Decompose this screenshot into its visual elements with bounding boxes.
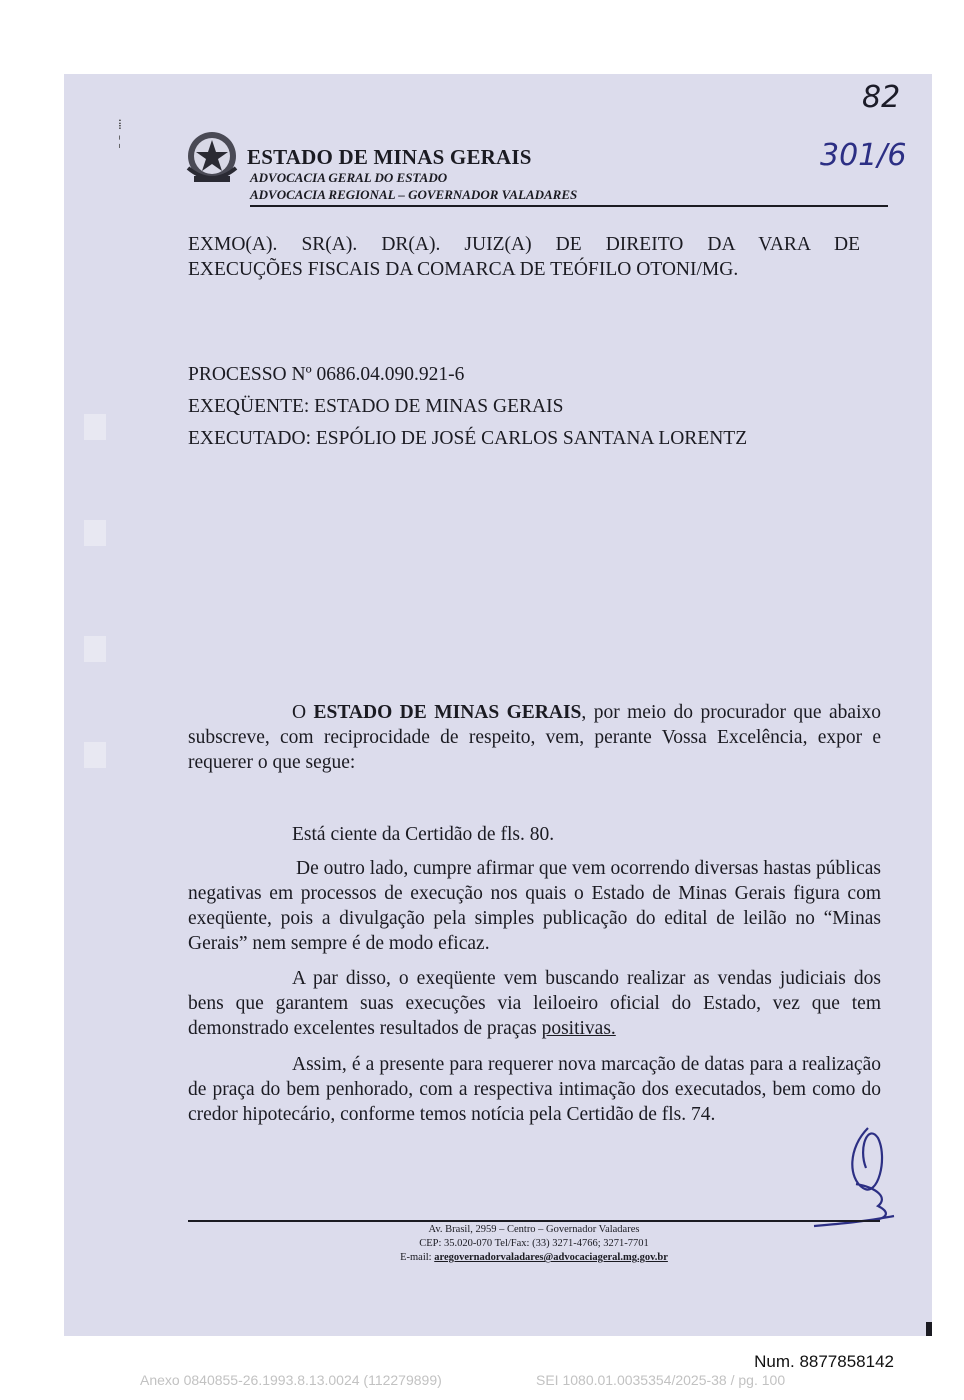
a-par-underlined-word: positivas. <box>541 1018 616 1039</box>
handwritten-folio-number: 82 <box>862 80 901 115</box>
sei-stamp: SEI 1080.01.0035354/2025-38 / pg. 100 <box>536 1372 786 1388</box>
a-par-paragraph <box>188 966 881 1041</box>
defendant-line: EXECUTADO: ESPÓLIO DE JOSÉ CARLOS SANTANA LORENTZ <box>188 428 748 449</box>
document-number-stamp: Num. 8877858142 <box>754 1352 894 1371</box>
signature-icon <box>808 1108 898 1238</box>
scan-artifact <box>84 520 106 546</box>
intro-prefix: O <box>292 702 314 723</box>
org-subtitle: ADVOCACIA GERAL DO ESTADO <box>250 170 448 185</box>
org-regional-subtitle: ADVOCACIA REGIONAL – GOVERNADOR VALADARES <box>250 187 578 202</box>
assim-paragraph: Assim, é a presente para requerer nova marcação de datas para a realização de praça do bem penhorado, com a respectiva intimação dos executados, bem como do credor hipotecário, conforme temos notícia pela Certidão de fls. 74. <box>188 1054 881 1125</box>
scan-artifact <box>84 414 106 440</box>
footer-address: Av. Brasil, 2959 – Centro – Governador Valadares <box>428 1224 640 1235</box>
footer-email-line <box>188 1251 880 1264</box>
plaintiff-line: EXEQÜENTE: ESTADO DE MINAS GERAIS <box>188 396 564 417</box>
scan-artifact <box>84 636 106 662</box>
addressee-line-1: EXMO(A). SR(A). DR(A). JUIZ(A) DE DIREITO DA VARA DE <box>188 234 860 255</box>
org-title: ESTADO DE MINAS GERAIS <box>247 145 532 169</box>
footer-phone: CEP: 35.020-070 Tel/Fax: (33) 3271-4766; 3271-7701 <box>419 1238 649 1249</box>
footer-email: aregovernadorvaladares@advocaciageral.mg.gov.br <box>434 1252 668 1263</box>
intro-bold-entity: ESTADO DE MINAS GERAIS <box>313 702 582 723</box>
annex-stamp: Anexo 0840855-26.1993.8.13.0024 (112279899) <box>140 1372 442 1388</box>
addressee-line-2: EXECUÇÕES FISCAIS DA COMARCA DE TEÓFILO OTONI/MG. <box>188 259 739 280</box>
scan-artifact <box>84 742 106 768</box>
handwritten-page-number: 301/6 <box>820 138 907 173</box>
state-coat-of-arms-icon <box>180 128 244 188</box>
intro-rest: , por meio do procurador que abaixo subscreve, com reciprocidade de respeito, vem, perante Vossa Excelência, expor e requerer o que segue: <box>188 702 881 773</box>
intro-paragraph <box>188 700 881 775</box>
process-number: PROCESSO Nº 0686.04.090.921-6 <box>188 364 465 385</box>
margin-marks: ⁞ ¦ <box>118 118 122 149</box>
outro-lado-paragraph: De outro lado, cumpre afirmar que vem ocorrendo diversas hastas públicas negativas em processos de execução nos quais o Estado de Minas Gerais figura com exeqüente, pois a divulgação pela simples publicação do edital de leilão no “Minas Gerais” nem sempre é de modo eficaz. <box>188 858 881 954</box>
corner-mark <box>926 1322 932 1336</box>
a-par-text: A par disso, o exeqüente vem buscando realizar as vendas judiciais dos bens que garantem suas execuções via leiloeiro oficial do Estado, vez que tem demonstrado excelentes resultados de praças <box>188 968 881 1039</box>
ciente-paragraph: Está ciente da Certidão de fls. 80. <box>292 824 555 845</box>
header-divider <box>250 205 888 207</box>
footer-email-label: E-mail: <box>400 1252 435 1263</box>
footer-divider <box>188 1220 880 1222</box>
